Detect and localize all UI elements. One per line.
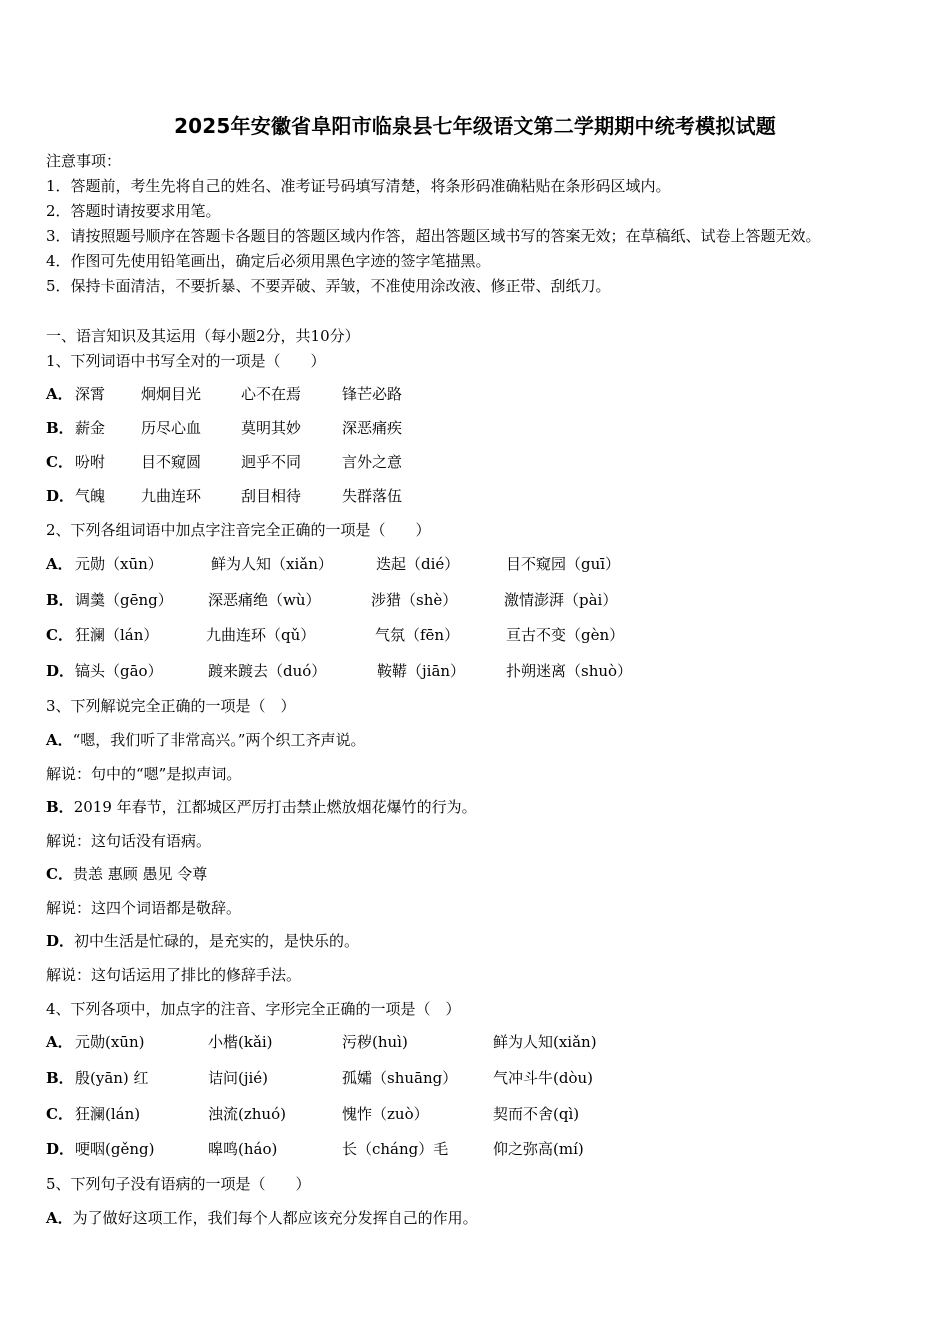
question-4-stem: 4、下列各项中，加点字的注音、字形完全正确的一项是（ ） — [46, 1000, 461, 1018]
option-item: 镐头（gāo） — [75, 662, 163, 680]
option-item: 炯炯目光 — [141, 385, 202, 403]
option-item: 愧怍（zuò） — [342, 1105, 429, 1123]
option-item: 气魄 — [75, 487, 106, 505]
option-text: 初中生活是忙碌的，是充实的，是快乐的。 — [74, 932, 360, 950]
option-item: 刮目相待 — [241, 487, 302, 505]
notice-item: 2．答题时请按要求用笔。 — [46, 202, 221, 220]
option-label: A． — [46, 1209, 73, 1227]
option-item: 长（cháng）毛 — [342, 1140, 449, 1158]
notice-item: 5．保持卡面清洁，不要折暴、不要弄破、弄皱，不准使用涂改液、修正带、刮纸刀。 — [46, 277, 611, 295]
notice-item: 4．作图可先使用铅笔画出，确定后必须用黑色字迹的签字笔描黑。 — [46, 252, 491, 270]
option-item: 小楷(kǎi) — [208, 1033, 273, 1051]
question-4-option-a — [46, 1031, 926, 1053]
option-item: 薪金 — [75, 419, 106, 437]
option-item: 鲜为人知(xiǎn) — [493, 1033, 597, 1051]
option-item: 气氛（fēn） — [375, 626, 460, 644]
option-item: 鞍鞯（jiān） — [377, 662, 466, 680]
option-item: 仰之弥高(mí) — [493, 1140, 584, 1158]
question-3-explanation: 解说：这句话运用了排比的修辞手法。 — [46, 966, 302, 984]
section-heading: 一、语言知识及其运用（每小题2分，共10分） — [46, 327, 360, 345]
option-label: A． — [46, 555, 73, 573]
question-2-option-b — [46, 589, 926, 611]
option-item: 深恶痛绝（wù） — [208, 591, 321, 609]
option-item: 浊流(zhuó) — [208, 1105, 286, 1123]
question-1-option-d — [46, 485, 926, 507]
option-label: C． — [46, 1105, 73, 1123]
question-3-explanation: 解说：这四个词语都是敬辞。 — [46, 899, 242, 917]
option-label: A． — [46, 385, 73, 403]
question-4-option-d — [46, 1138, 926, 1160]
option-label: D． — [46, 662, 75, 680]
question-5-stem: 5、下列句子没有语病的一项是（ ） — [46, 1175, 311, 1193]
option-text: 贵恙 惠顾 愚见 令尊 — [72, 865, 208, 883]
option-item: 踱来踱去（duó） — [208, 662, 327, 680]
option-label: B． — [46, 419, 74, 437]
question-2-option-c — [46, 624, 926, 646]
option-item: 深恶痛疾 — [342, 419, 403, 437]
page-title: 2025年安徽省阜阳市临泉县七年级语文第二学期期中统考模拟试题 — [174, 114, 776, 138]
option-item: 元勋(xūn) — [75, 1033, 145, 1051]
notice-item: 1．答题前，考生先将自己的姓名、准考证号码填写清楚，将条形码准确粘贴在条形码区域内。 — [46, 177, 671, 195]
option-item: 涉猎（shè） — [371, 591, 458, 609]
option-item: 激情澎湃（pài） — [504, 591, 618, 609]
option-item: 诘问(jié) — [208, 1069, 269, 1087]
question-1-option-b — [46, 417, 926, 439]
option-item: 吩咐 — [75, 453, 106, 471]
option-item: 历尽心血 — [141, 419, 202, 437]
option-item: 目不窥圆 — [141, 453, 202, 471]
option-item: 扑朔迷离（shuò） — [506, 662, 633, 680]
option-item: 九曲连环 — [141, 487, 202, 505]
option-item: 心不在焉 — [241, 385, 302, 403]
question-3-option-c — [46, 864, 207, 884]
option-label: B． — [46, 1069, 74, 1087]
notice-item: 3．请按照题号顺序在答题卡各题目的答题区域内作答，超出答题区域书写的答案无效；在草稿纸、试卷上答题无效。 — [46, 227, 821, 245]
option-item: 失群落伍 — [342, 487, 403, 505]
option-label: B． — [46, 798, 74, 816]
question-2-option-a — [46, 553, 926, 575]
option-label: D． — [46, 932, 75, 950]
option-text: 2019 年春节，江都城区严厉打击禁止燃放烟花爆竹的行为。 — [73, 798, 477, 816]
option-item: 调羹（gēng） — [75, 591, 173, 609]
option-item: 深霄 — [75, 385, 106, 403]
question-2-stem: 2、下列各组词语中加点字注音完全正确的一项是（ ） — [46, 521, 431, 539]
option-item: 锋芒必路 — [342, 385, 403, 403]
question-3-explanation: 解说：这句话没有语病。 — [46, 832, 212, 850]
option-text: “嗯，我们听了非常高兴。”两个织工齐声说。 — [72, 731, 366, 749]
option-item: 迥乎不同 — [241, 453, 302, 471]
option-label: A． — [46, 731, 73, 749]
option-item: 鲜为人知（xiǎn） — [211, 555, 333, 573]
question-1-option-a — [46, 383, 926, 405]
option-label: C． — [46, 626, 73, 644]
option-item: 殷(yān) 红 — [75, 1069, 149, 1087]
option-item: 狂澜(lán) — [75, 1105, 141, 1123]
option-item: 契而不舍(qì) — [493, 1105, 580, 1123]
option-label: C． — [46, 453, 73, 471]
question-3-option-a — [46, 730, 365, 750]
notice-heading: 注意事项： — [46, 152, 122, 170]
option-item: 污秽(huì) — [342, 1033, 408, 1051]
question-1-stem: 1、下列词语中书写全对的一项是（ ） — [46, 352, 326, 370]
question-5-option-a — [46, 1208, 478, 1228]
option-item: 哽咽(gěng) — [75, 1140, 155, 1158]
question-3-option-d — [46, 931, 359, 951]
option-item: 孤孀（shuāng） — [342, 1069, 458, 1087]
question-1-option-c — [46, 451, 926, 473]
option-item: 狂澜（lán） — [75, 626, 159, 644]
option-item: 言外之意 — [342, 453, 403, 471]
question-4-option-b — [46, 1067, 926, 1089]
question-2-option-d — [46, 660, 926, 682]
option-label: A． — [46, 1033, 73, 1051]
question-3-explanation: 解说：句中的“嗯”是拟声词。 — [46, 765, 242, 783]
option-item: 九曲连环（qǔ） — [206, 626, 316, 644]
option-item: 气冲斗牛(dòu) — [493, 1069, 593, 1087]
option-item: 亘古不变（gèn） — [506, 626, 625, 644]
option-item: 目不窥园（guī） — [506, 555, 621, 573]
option-label: D． — [46, 1140, 75, 1158]
option-label: B． — [46, 591, 74, 609]
option-text: 为了做好这项工作，我们每个人都应该充分发挥自己的作用。 — [72, 1209, 478, 1227]
option-item: 迭起（dié） — [376, 555, 460, 573]
option-item: 元勋（xūn） — [75, 555, 163, 573]
option-item: 莫明其妙 — [241, 419, 302, 437]
option-label: C． — [46, 865, 73, 883]
question-4-option-c — [46, 1103, 926, 1125]
question-3-option-b — [46, 797, 477, 817]
option-item: 嗥鸣(háo) — [208, 1140, 278, 1158]
option-label: D． — [46, 487, 75, 505]
question-3-stem: 3、下列解说完全正确的一项是（ ） — [46, 697, 296, 715]
